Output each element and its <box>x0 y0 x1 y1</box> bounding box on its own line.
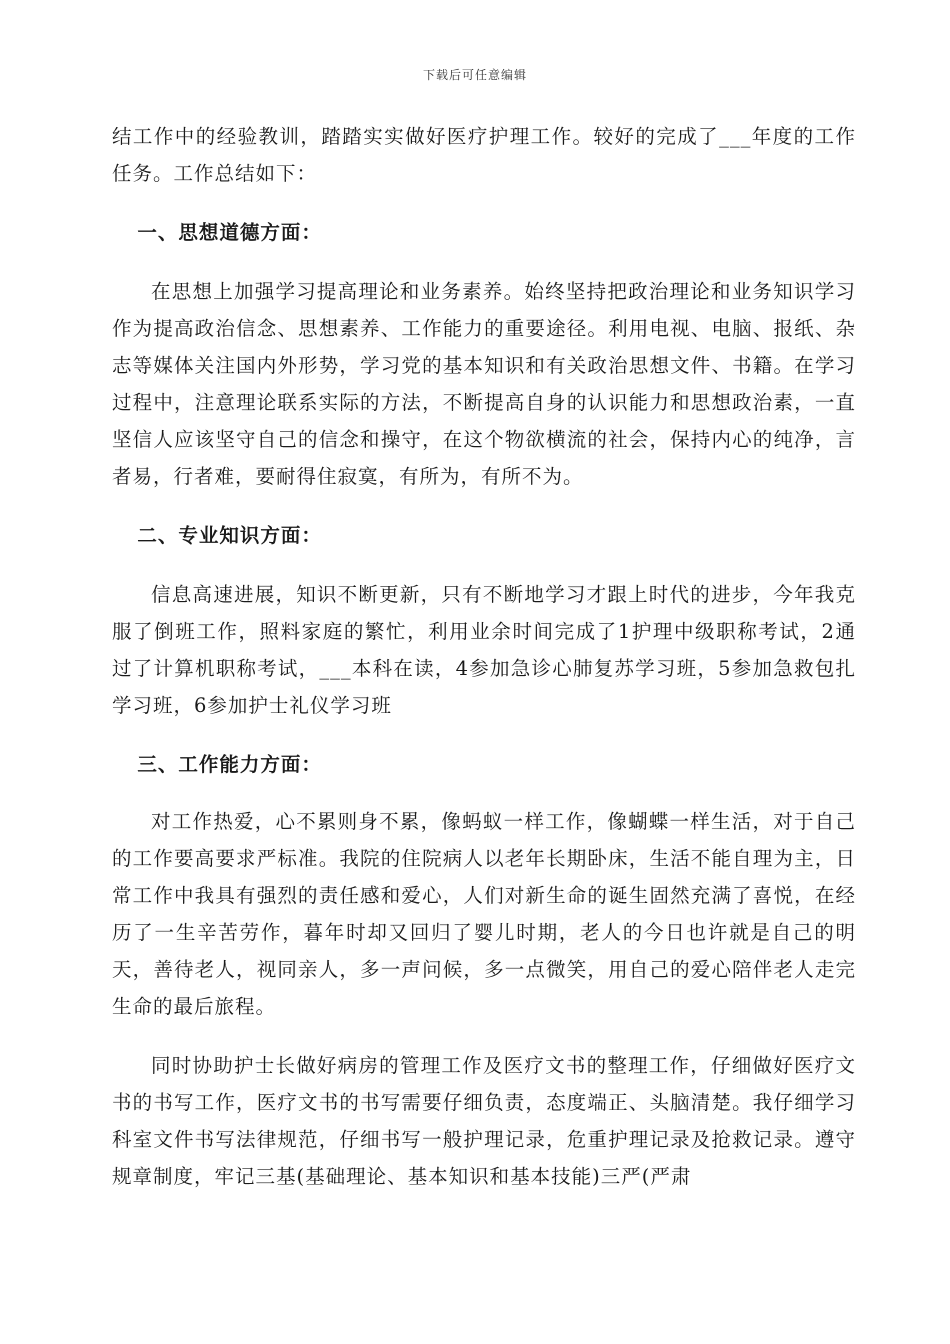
section-heading-knowledge: 二、专业知识方面： <box>137 524 322 547</box>
document-body <box>112 118 856 1195</box>
section-heading-moral: 一、思想道德方面： <box>137 221 322 244</box>
page-header: 下载后可任意编辑 <box>422 68 527 82</box>
section-paragraph-knowledge: 信息高速进展，知识不断更新，只有不断地学习才跟上时代的进步，今年我克服了倒班工作，照料家庭的繁忙，利用业余时间完成了1护理中级职称考试，2通过了计算机职称考试，___本科在读，4参加急诊心肺复苏学习班，5参加急救包扎学习班，6参加护士礼仪学习班 <box>112 583 856 717</box>
section-heading-ability: 三、工作能力方面： <box>137 753 322 776</box>
intro-paragraph: 结工作中的经验教训，踏踏实实做好医疗护理工作。较好的完成了___年度的工作任务。工作总结如下： <box>112 125 856 185</box>
section-paragraph-ability-2: 同时协助护士长做好病房的管理工作及医疗文书的整理工作，仔细做好医疗文书的书写工作，医疗文书的书写需要仔细负责，态度端正、头脑清楚。我仔细学习科室文件书写法律规范，仔细书写一般护理记录，危重护理记录及抢救记录。遵守规章制度，牢记三基(基础理论、基本知识和基本技能)三严(严肃 <box>112 1054 856 1188</box>
section-paragraph-moral: 在思想上加强学习提高理论和业务素养。始终坚持把政治理论和业务知识学习作为提高政治信念、思想素养、工作能力的重要途径。利用电视、电脑、报纸、杂志等媒体关注国内外形势，学习党的基本知识和有关政治思想文件、书籍。在学习过程中，注意理论联系实际的方法，不断提高自身的认识能力和思想政治素，一直坚信人应该坚守自己的信念和操守，在这个物欲横流的社会，保持内心的纯净，言者易，行者难，要耐得住寂寞，有所为，有所不为。 <box>112 280 856 488</box>
section-paragraph-ability-1: 对工作热爱，心不累则身不累，像蚂蚁一样工作，像蝴蝶一样生活，对于自己的工作要高要求严标准。我院的住院病人以老年长期卧床，生活不能自理为主，日常工作中我具有强烈的责任感和爱心，人们对新生命的诞生固然充满了喜悦，在经历了一生辛苦劳作，暮年时却又回归了婴儿时期，老人的今日也许就是自己的明天，善待老人，视同亲人，多一声问候，多一点微笑，用自己的爱心陪伴老人走完生命的最后旅程。 <box>112 810 856 1018</box>
